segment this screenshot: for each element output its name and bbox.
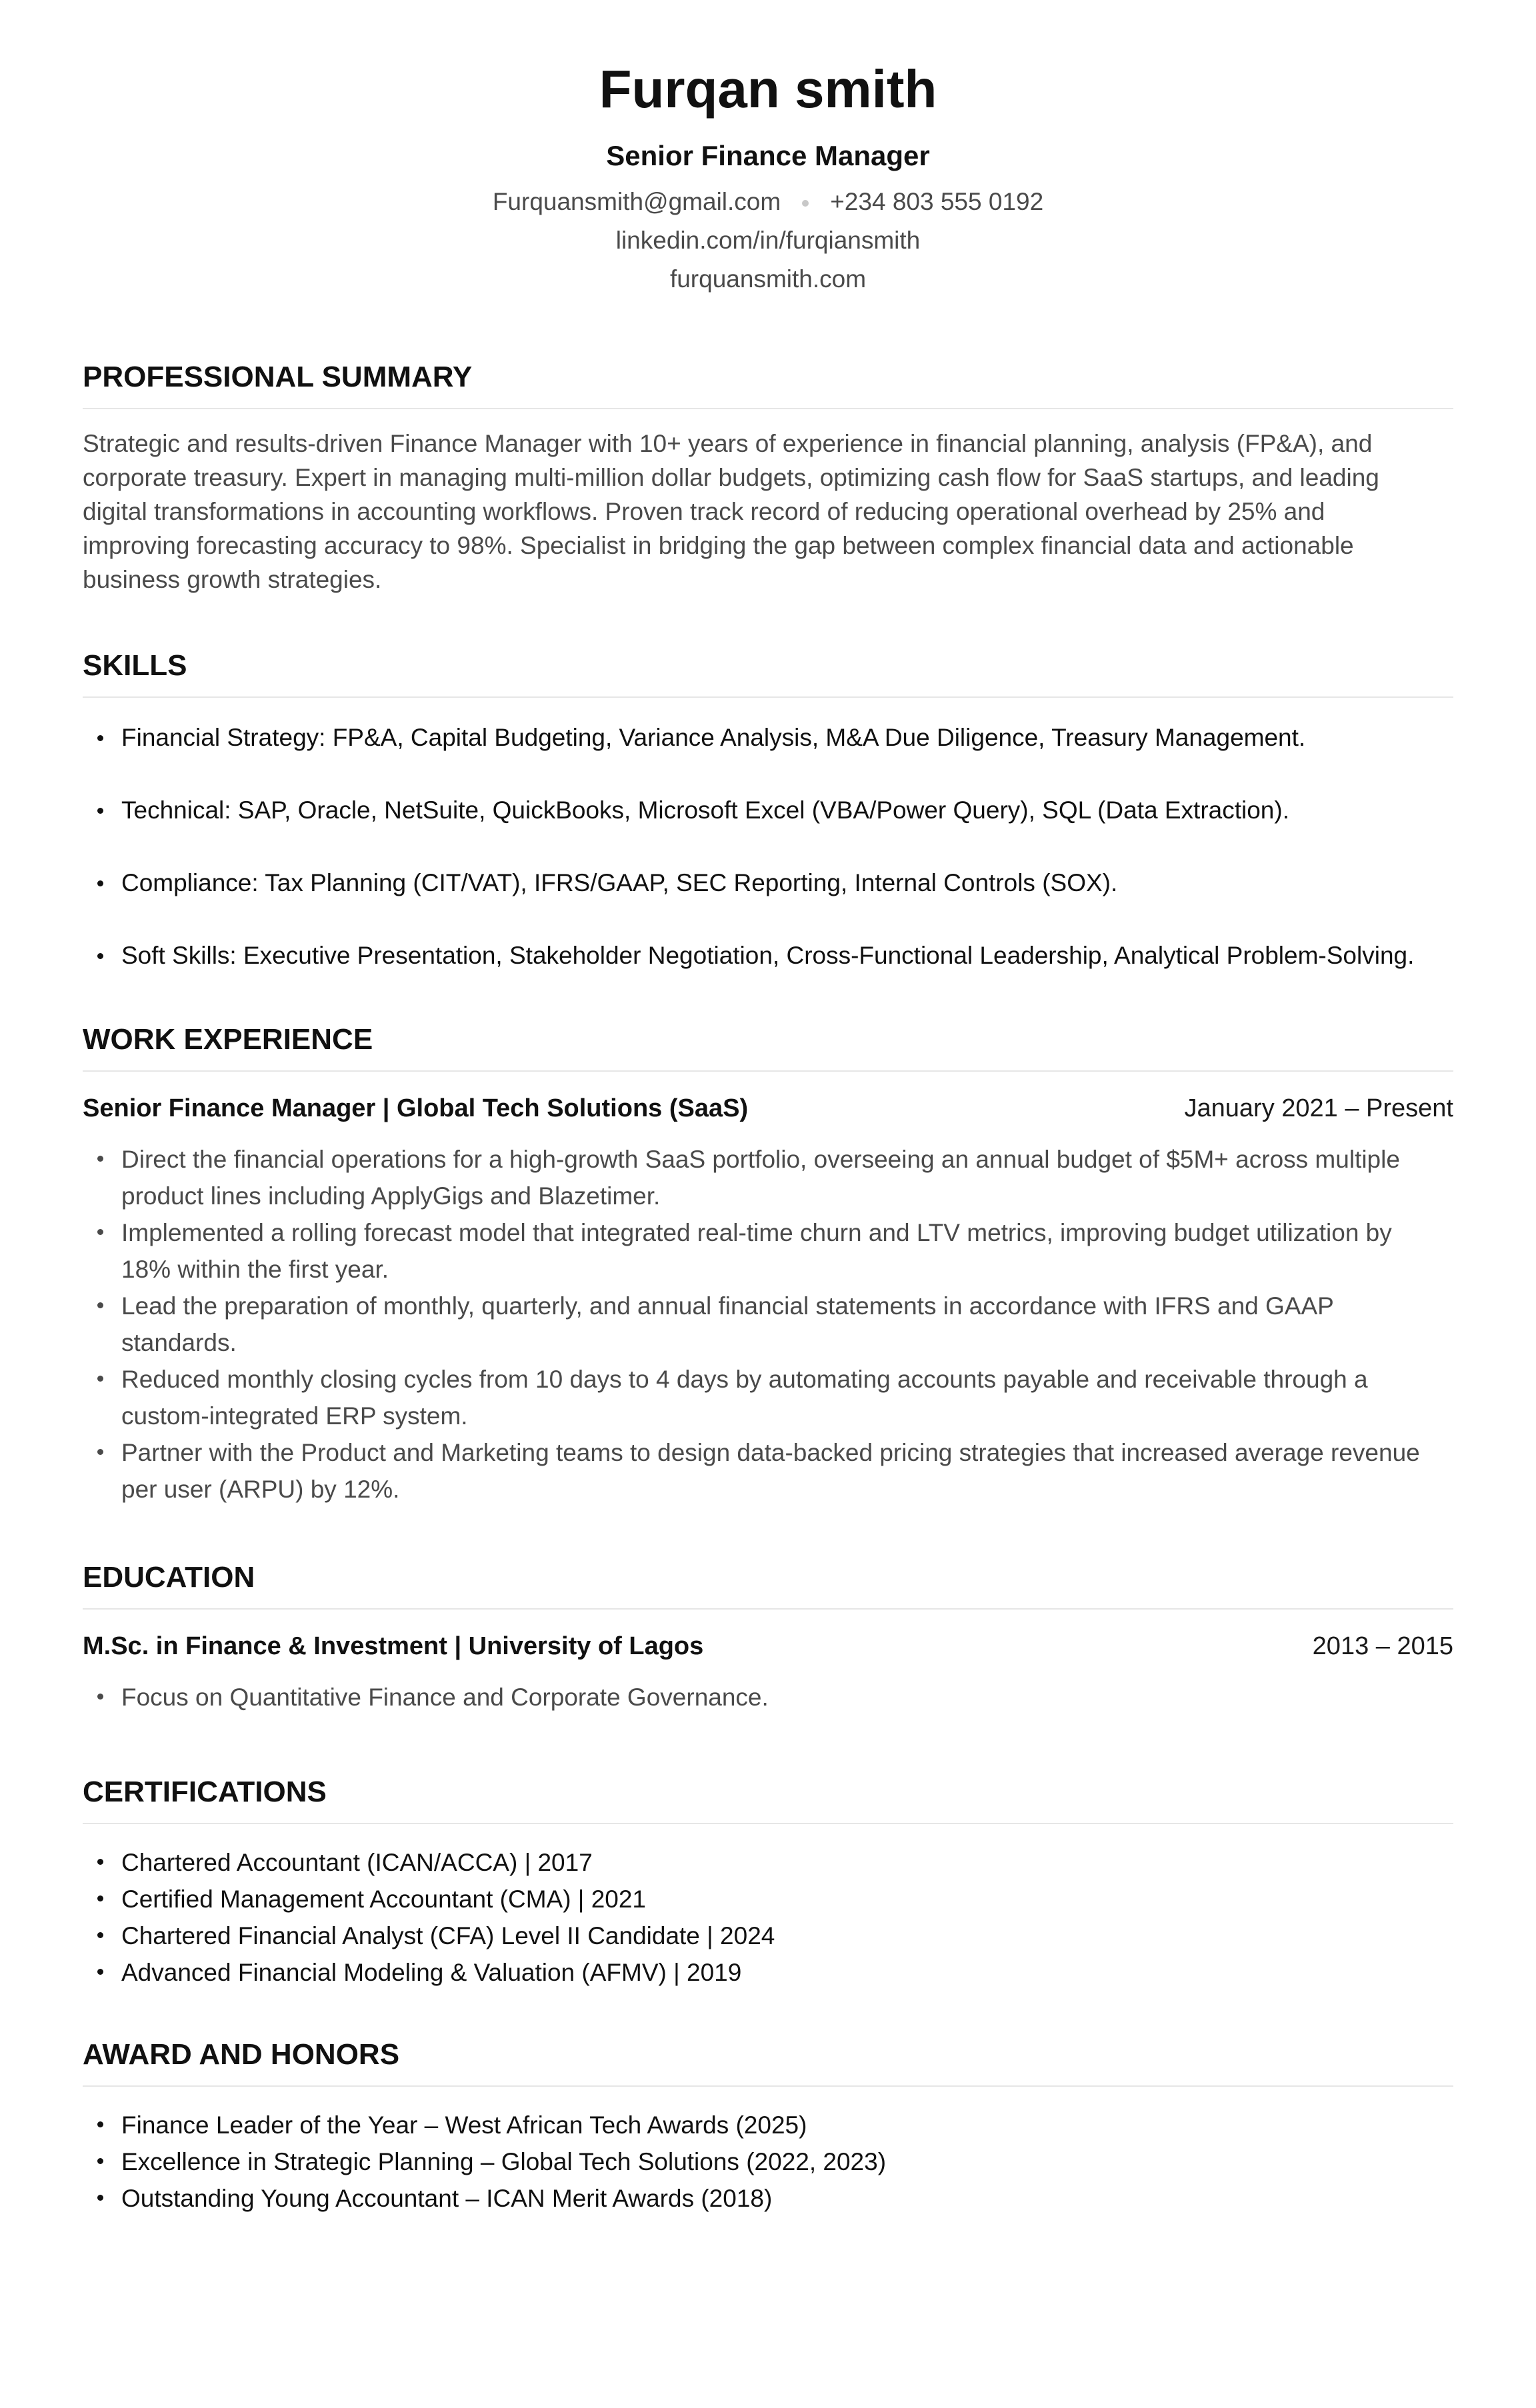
list-item: Technical: SAP, Oracle, NetSuite, QuickBooks, Microsoft Excel (VBA/Power Query), SQL (Data Extraction).	[83, 793, 1453, 827]
bullet-line: custom-integrated ERP system.	[121, 1402, 468, 1430]
bullet-line: Partner with the Product and Marketing teams to design data-backed pricing strategies that increased average revenue	[121, 1439, 1420, 1466]
list-item: Focus on Quantitative Finance and Corporate Governance.	[83, 1679, 1453, 1716]
degree-dates: 2013 – 2015	[1312, 1632, 1453, 1660]
section-heading: SKILLS	[83, 649, 187, 682]
skills-section	[83, 647, 1453, 1011]
list-item: Advanced Financial Modeling & Valuation (AFMV) | 2019	[83, 1954, 1453, 1991]
linkedin-link[interactable]: linkedin.com/in/furqiansmith	[615, 227, 921, 254]
list-item: Financial Strategy: FP&A, Capital Budgeting, Variance Analysis, M&A Due Diligence, Treasury Management.	[83, 720, 1453, 754]
section-heading: PROFESSIONAL SUMMARY	[83, 361, 473, 393]
separator-dot-icon	[802, 200, 809, 207]
job-bullets	[83, 1141, 1453, 1508]
website-link[interactable]: furquansmith.com	[669, 265, 867, 293]
summary-line: digital transformations in accounting workflows. Proven track record of reducing operational overhead by 25% and	[83, 498, 1325, 525]
degree-header	[83, 1628, 1453, 1664]
education-bullets	[83, 1679, 1453, 1716]
section-divider	[83, 1070, 1453, 1072]
summary-line: Strategic and results-driven Finance Manager with 10+ years of experience in financial planning, analysis (FP&A), and	[83, 430, 1373, 457]
list-item	[83, 1361, 1453, 1434]
candidate-title: Senior Finance Manager	[606, 140, 930, 171]
list-item: Outstanding Young Accountant – ICAN Merit Awards (2018)	[83, 2180, 1453, 2217]
summary-section	[83, 359, 1453, 597]
bullet-line: 18% within the first year.	[121, 1256, 389, 1283]
education-section	[83, 1559, 1453, 1716]
experience-section	[83, 1021, 1453, 1508]
email-link[interactable]: Furquansmith@gmail.com	[492, 188, 781, 215]
section-divider	[83, 408, 1453, 409]
job-role: Senior Finance Manager | Global Tech Solutions (SaaS)	[83, 1094, 749, 1122]
bullet-line: Lead the preparation of monthly, quarterly, and annual financial statements in accordance with IFRS and GAAP	[121, 1292, 1334, 1320]
list-item: Certified Management Accountant (CMA) | 2021	[83, 1881, 1453, 1917]
list-item: Compliance: Tax Planning (CIT/VAT), IFRS/GAAP, SEC Reporting, Internal Controls (SOX).	[83, 866, 1453, 900]
bullet-line: per user (ARPU) by 12%.	[121, 1476, 400, 1503]
certifications-list	[83, 1844, 1453, 1991]
phone-number[interactable]: +234 803 555 0192	[830, 188, 1044, 215]
list-item: Chartered Financial Analyst (CFA) Level II Candidate | 2024	[83, 1917, 1453, 1954]
section-divider	[83, 2085, 1453, 2087]
section-heading: CERTIFICATIONS	[83, 1776, 327, 1808]
list-item: Excellence in Strategic Planning – Global Tech Solutions (2022, 2023)	[83, 2143, 1453, 2180]
section-divider	[83, 696, 1453, 698]
section-divider	[83, 1823, 1453, 1824]
job-header	[83, 1090, 1453, 1126]
certifications-section	[83, 1774, 1453, 1991]
bullet-line: standards.	[121, 1329, 237, 1356]
section-heading: EDUCATION	[83, 1561, 255, 1594]
bullet-line: Direct the financial operations for a high-growth SaaS portfolio, overseeing an annual budget of $5M+ across multiple	[121, 1146, 1400, 1173]
list-item	[83, 1288, 1453, 1361]
awards-list	[83, 2107, 1453, 2217]
list-item	[83, 1214, 1453, 1288]
summary-line: business growth strategies.	[83, 566, 382, 593]
contact-row	[0, 183, 1536, 221]
section-heading: AWARD AND HONORS	[83, 2038, 400, 2071]
list-item	[83, 1141, 1453, 1214]
list-item: Finance Leader of the Year – West African Tech Awards (2025)	[83, 2107, 1453, 2143]
bullet-line: product lines including ApplyGigs and Blazetimer.	[121, 1182, 661, 1210]
resume-header	[0, 0, 1536, 299]
list-item: Chartered Accountant (ICAN/ACCA) | 2017	[83, 1844, 1453, 1881]
job-dates: January 2021 – Present	[1184, 1094, 1453, 1122]
summary-line: corporate treasury. Expert in managing multi-million dollar budgets, optimizing cash flow for SaaS startups, and leading	[83, 464, 1379, 491]
awards-section	[83, 2036, 1453, 2217]
list-item	[83, 1434, 1453, 1508]
degree-name: M.Sc. in Finance & Investment | University of Lagos	[83, 1632, 704, 1660]
summary-line: improving forecasting accuracy to 98%. Specialist in bridging the gap between complex financial data and actionable	[83, 532, 1354, 559]
list-item: Soft Skills: Executive Presentation, Stakeholder Negotiation, Cross-Functional Leadership, Analytical Problem-Solving.	[83, 938, 1453, 972]
candidate-name: Furqan smith	[599, 59, 937, 119]
summary-text	[83, 427, 1453, 597]
section-heading: WORK EXPERIENCE	[83, 1023, 373, 1056]
section-divider	[83, 1608, 1453, 1610]
skills-list	[83, 720, 1453, 972]
bullet-line: Reduced monthly closing cycles from 10 days to 4 days by automating accounts payable and receivable through a	[121, 1366, 1368, 1393]
bullet-line: Implemented a rolling forecast model that integrated real-time churn and LTV metrics, improving budget utilization by	[121, 1219, 1392, 1246]
